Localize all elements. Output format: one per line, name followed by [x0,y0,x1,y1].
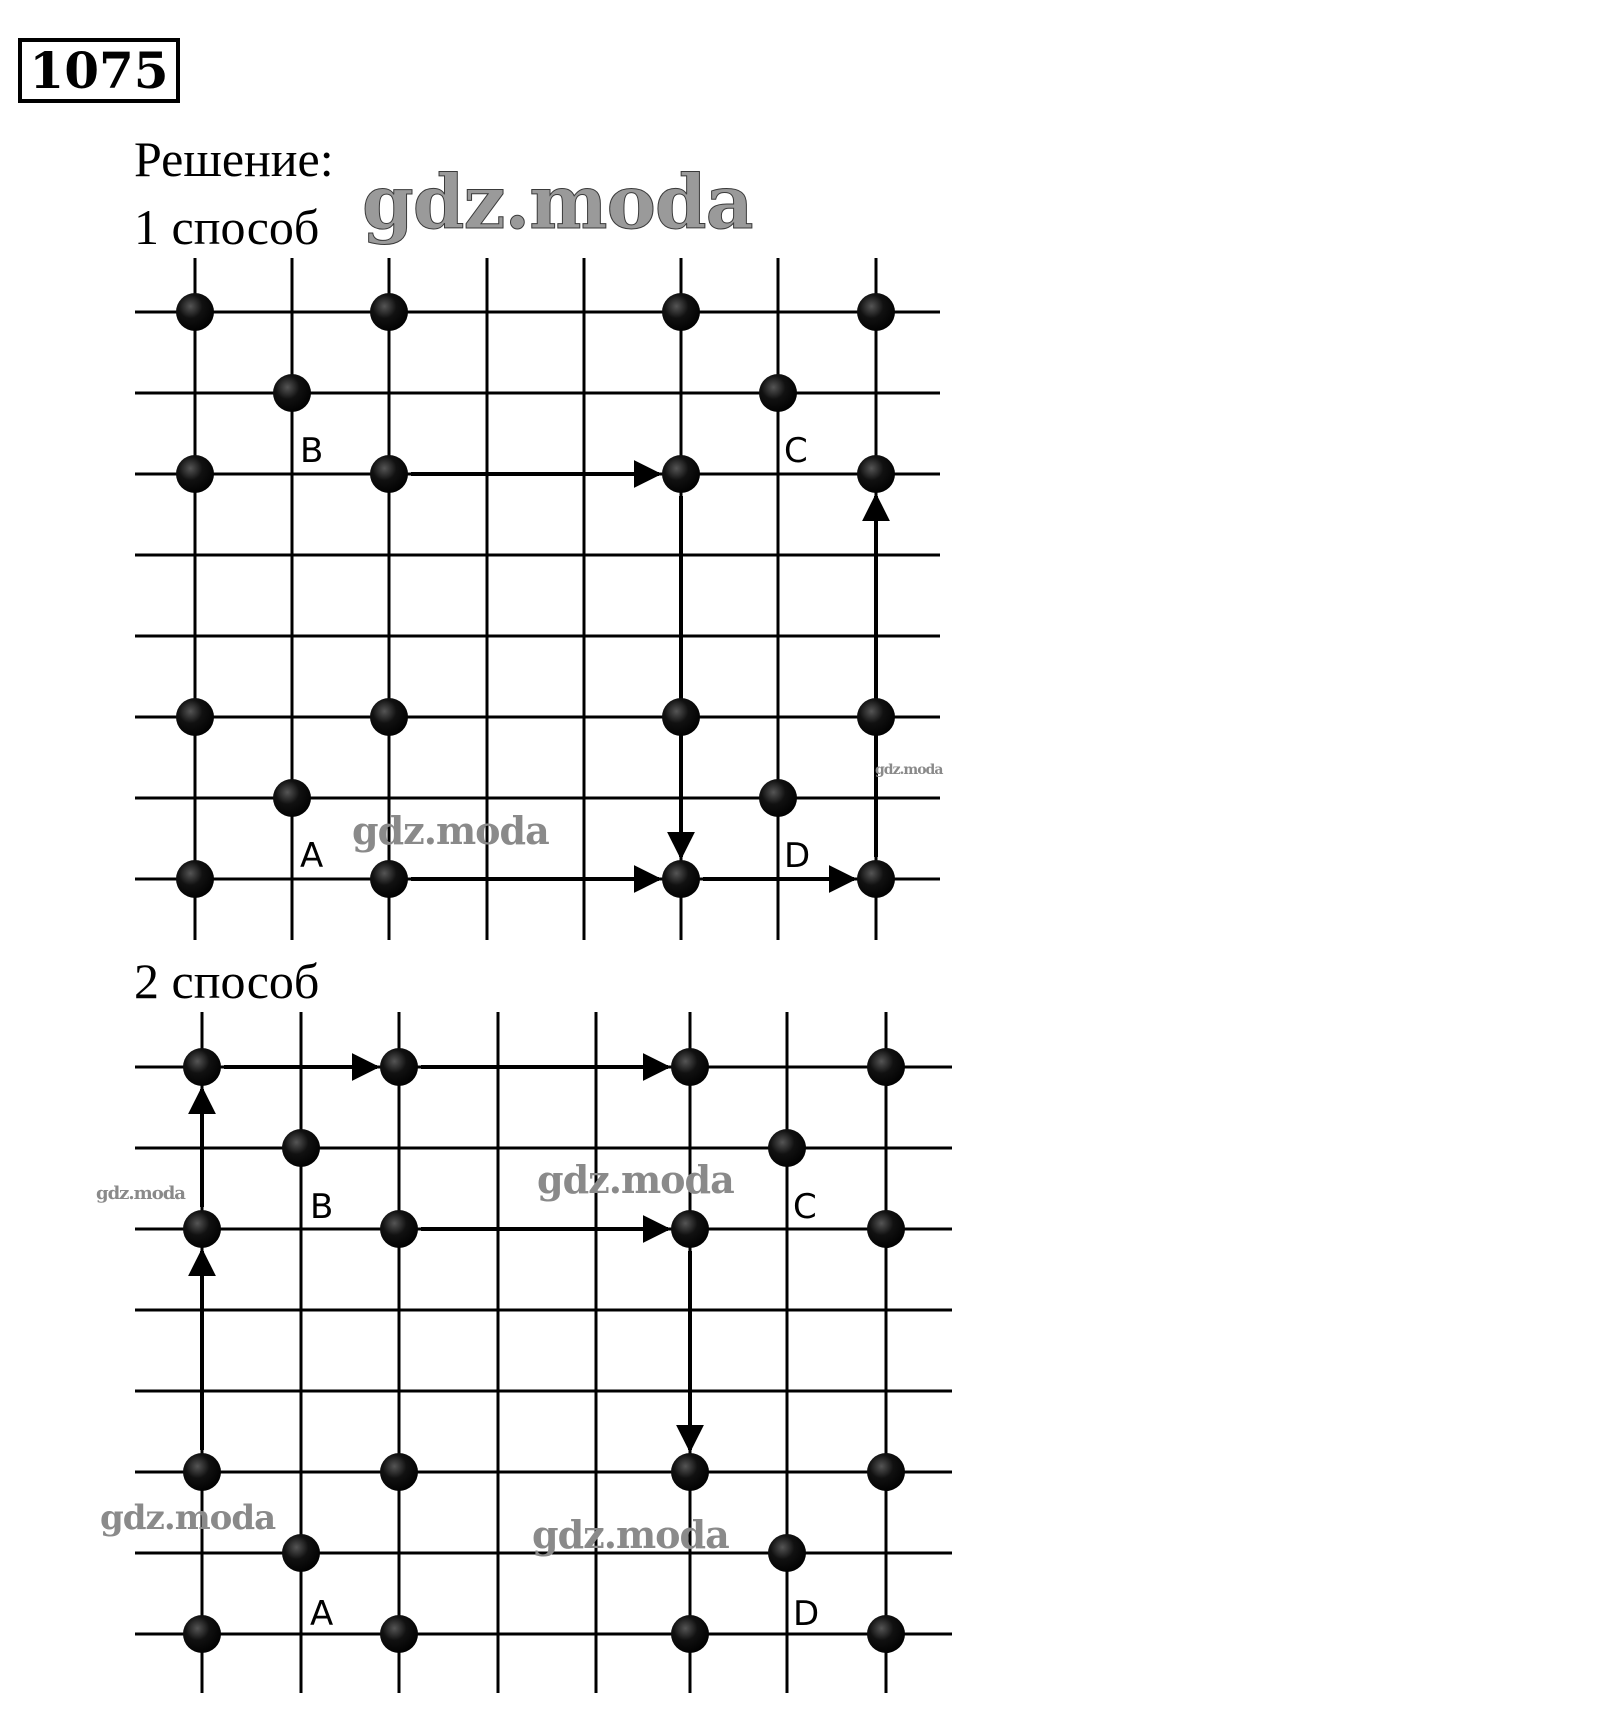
label-a-method-2: A [310,1594,334,1634]
method-1-label: 1 способ [134,199,320,255]
grid-point [176,860,214,898]
grid-point [662,860,700,898]
grid-point [176,293,214,331]
grid-point [662,293,700,331]
grid-point [759,779,797,817]
grid-point [671,1615,709,1653]
watermark-diagram-1: gdz.moda [352,808,549,853]
watermark-diagram-2c: gdz.moda [532,1512,729,1557]
grid-point [370,455,408,493]
grid-point [370,860,408,898]
grid-point [671,1048,709,1086]
watermark-diagram-2a: gdz.moda [537,1157,734,1202]
grid-point [857,293,895,331]
method-2-label: 2 способ [134,953,320,1009]
grid-point [671,1453,709,1491]
grid-point [273,779,311,817]
grid-point [380,1615,418,1653]
label-c-method-2: C [793,1187,817,1227]
grid-point [857,455,895,493]
problem-number: 1075 [18,38,180,103]
grid-point [380,1453,418,1491]
grid-point [370,293,408,331]
grid-point [857,698,895,736]
grid-point [759,374,797,412]
label-d-method-2: D [793,1594,820,1634]
grid-point [273,374,311,412]
grid-point [380,1048,418,1086]
label-b-method-2: B [310,1187,334,1227]
grid-point [768,1129,806,1167]
grid-point [768,1534,806,1572]
grid-point [867,1210,905,1248]
label-d-method-1: D [784,836,811,876]
watermark-diagram-2b: gdz.moda [100,1498,276,1538]
grid-point [380,1210,418,1248]
label-b-method-1: B [300,431,324,471]
label-c-method-1: C [784,431,808,471]
watermark-small-2: gdz.moda [96,1183,185,1204]
grid-point [183,1048,221,1086]
grid-point [671,1210,709,1248]
grid-point [282,1534,320,1572]
grid-point [867,1048,905,1086]
grid-method-2 [135,1012,952,1693]
grid-point [662,455,700,493]
label-a-method-1: A [300,836,324,876]
grid-point [867,1453,905,1491]
grid-point [282,1129,320,1167]
grid-point [183,1210,221,1248]
grid-point [662,698,700,736]
grid-point [183,1615,221,1653]
grid-point [176,455,214,493]
grid-point [183,1453,221,1491]
watermark-large: gdz.moda [362,160,753,246]
path-arrows-method-2 [202,1067,690,1450]
grid-point [867,1615,905,1653]
watermark-small-1: gdz.moda [875,762,943,778]
grid-points-method-2 [183,1048,905,1653]
grid-point [176,698,214,736]
solution-heading: Решение: [134,131,334,187]
grid-point [370,698,408,736]
grid-point [857,860,895,898]
